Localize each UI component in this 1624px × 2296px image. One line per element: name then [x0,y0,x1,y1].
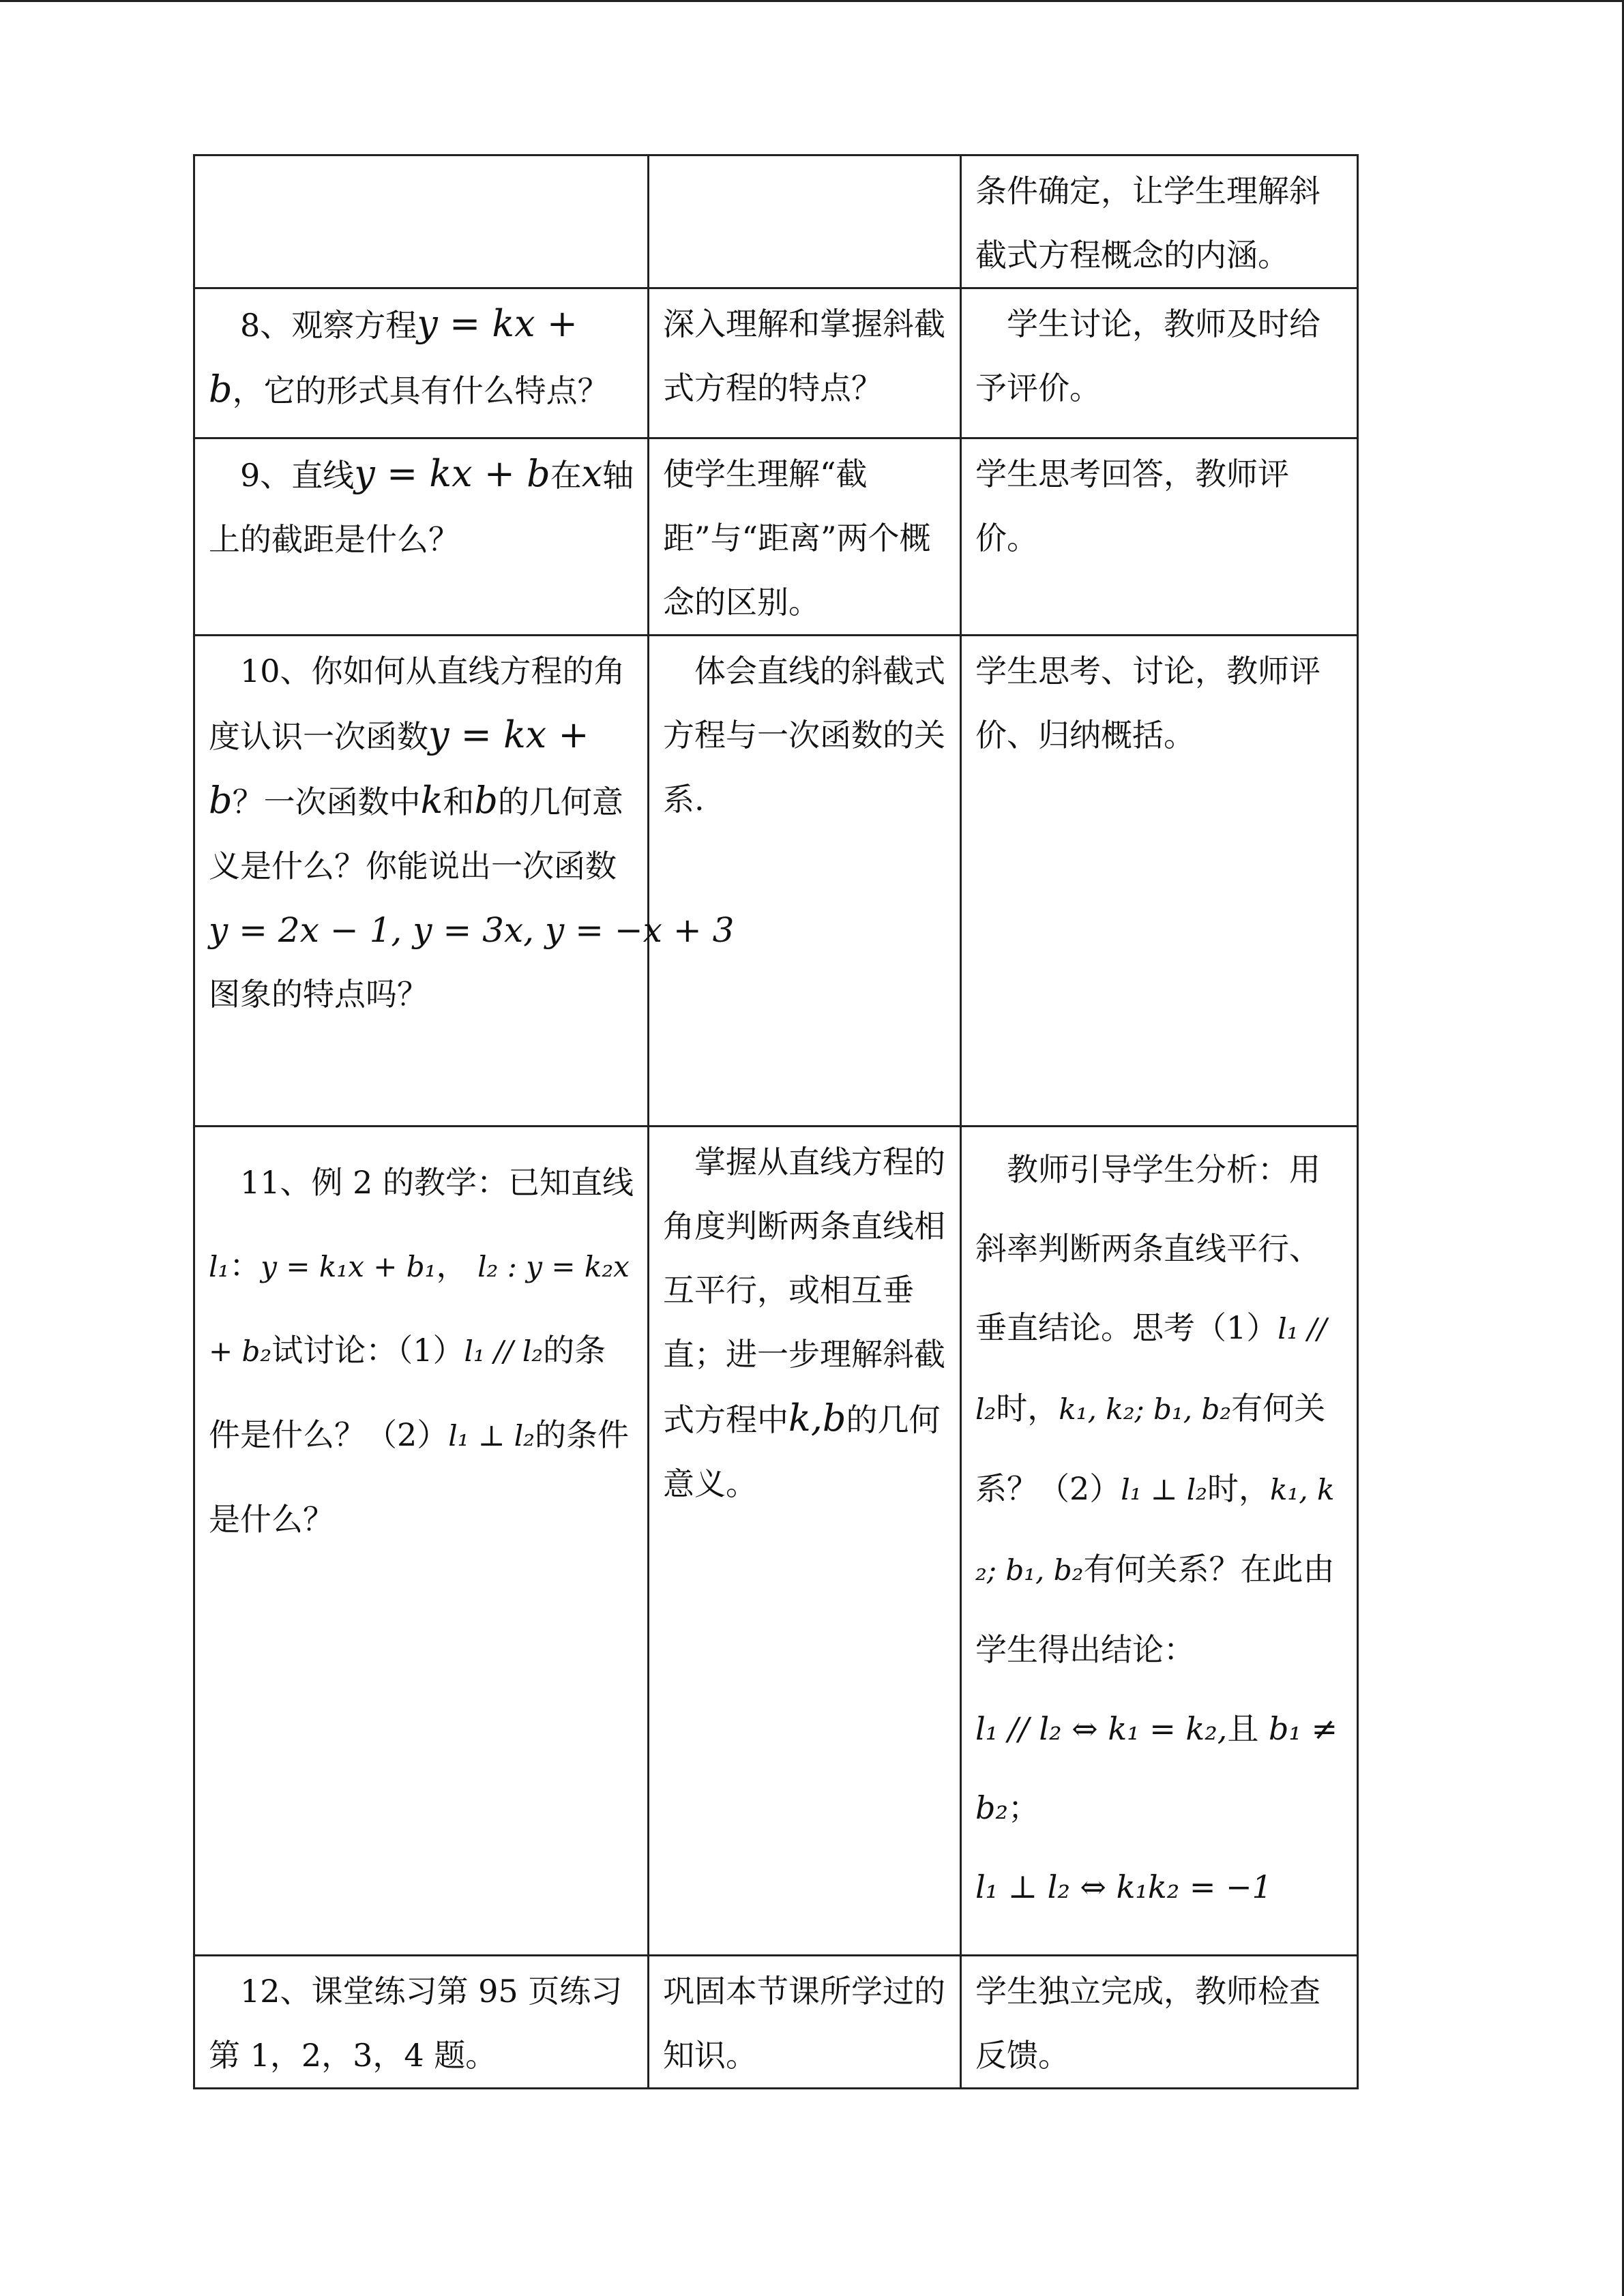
table-row [194,288,1358,438]
activity-text: 在 [550,457,582,494]
activity-text: 10、你如何从直线方程的角度认识一次函数 [209,653,625,755]
math-formula: l₁ ⊥ l₂ [1121,1473,1208,1506]
math-formula: y = kx + b [209,713,589,822]
purpose-text: 的几何意义。 [663,1401,941,1502]
purpose-cell: 使学生理解“截距”与“距离”两个概念的区别。 [649,438,961,636]
activity-text: ？一次函数中 [232,784,421,820]
method-text: 教师引导学生分析：用斜率判断两条直线平行、垂直结论。思考（1） [975,1151,1320,1346]
activity-cell [194,1127,649,1956]
method-cell: 学生独立完成，教师检查反馈。 [961,1956,1358,2089]
activity-cell [194,288,649,438]
math-formula: l₁ ⊥ l₂ [448,1419,535,1452]
math-formula: l₁ // l₂ [975,1312,1327,1426]
math-formula: y = kx + b [354,452,550,495]
purpose-cell: 体会直线的斜截式方程与一次函数的关系. [649,636,961,1127]
activity-text: 的条件是什么？ [209,1416,630,1538]
activity-text: 图象的特点吗？ [209,976,428,1013]
activity-cell [194,636,735,1127]
activity-text: 试讨论：（1） [271,1332,464,1369]
activity-text: 8、观察方程 [240,307,417,344]
purpose-cell: 巩固本节课所学过的知识。 [649,1956,961,2089]
math-formula: y = kx + b [209,302,578,411]
math-formula: l₂ : y = k₂x + b₂ [209,1250,630,1368]
activity-text: ： [229,1247,261,1284]
method-text: 有何关系？（2） [975,1390,1326,1507]
method-cell: 学生讨论，教师及时给予评价。 [961,288,1358,438]
activity-text: ， [436,1247,468,1284]
method-cell: 条件确定，让学生理解斜截式方程概念的内涵。 [961,155,1358,288]
purpose-cell [649,155,961,288]
purpose-cell [649,1127,961,1956]
purpose-cell: 深入理解和掌握斜截式方程的特点？ [649,288,961,438]
activity-cell [194,438,649,636]
method-text: 有何关系？在此由学生得出结论： [975,1551,1335,1668]
method-cell [961,1127,1358,1956]
table-row [194,1956,1358,2089]
math-formula: y = k₁x + b₁ [261,1250,437,1283]
math-formula: k₁, k₂; b₁, b₂ [1059,1392,1232,1426]
activity-text: 9、直线 [240,457,355,494]
method-cell: 学生思考、讨论，教师评价、归纳概括。 [961,636,1358,1127]
math-formula: l₁ // l₂ [464,1335,544,1368]
activity-text: 的条件是什么？（2） [209,1332,606,1453]
method-text: ； [1007,1789,1039,1826]
table-row [194,636,1358,1127]
activity-text: 轴上的截距是什么？ [209,457,634,558]
table-row [194,1127,1358,1956]
math-variable: l₁ [209,1250,230,1283]
page-top-border [0,0,1624,2]
math-formula: l₁ ⊥ l₂ ⇔ k₁k₂ = −1 [975,1868,1272,1905]
activity-text: 11、例 2 的教学：已知直线 [240,1164,634,1201]
method-text: 时， [996,1390,1059,1427]
purpose-text: 掌握从直线方程的角度判断两条直线相互平行，或相互垂直；进一步理解斜截式方程中 [663,1144,945,1438]
math-formula: b₁ ≠ b₂ [975,1710,1338,1826]
activity-text: ，它的形式具有什么特点？ [232,372,609,409]
table-row [194,438,1358,636]
method-cell: 学生思考回答，教师评价。 [961,438,1358,636]
math-formula: k,b [788,1397,846,1440]
activity-text: 的几何意义是什么？你能说出一次函数 [209,784,623,884]
activity-cell: 12、课堂练习第 95 页练习第 1，2，3，4 题。 [194,1956,649,2089]
activity-text: 和 [443,784,475,820]
math-variable: k [420,779,443,822]
lesson-plan-table [193,154,1359,2089]
method-text: 时， [1207,1470,1271,1507]
math-formula: k₁, k₂; b₁, b₂ [975,1473,1335,1587]
math-variable: x [581,452,603,495]
method-text: 且 [1227,1710,1259,1747]
math-formula: y = 2x − 1, y = 3x, y = −x + 3 [209,910,735,950]
activity-cell [194,155,649,288]
table-row [194,155,1358,288]
math-formula: l₁ // l₂ ⇔ k₁ = k₂, [975,1710,1228,1747]
math-variable: b [474,779,498,822]
